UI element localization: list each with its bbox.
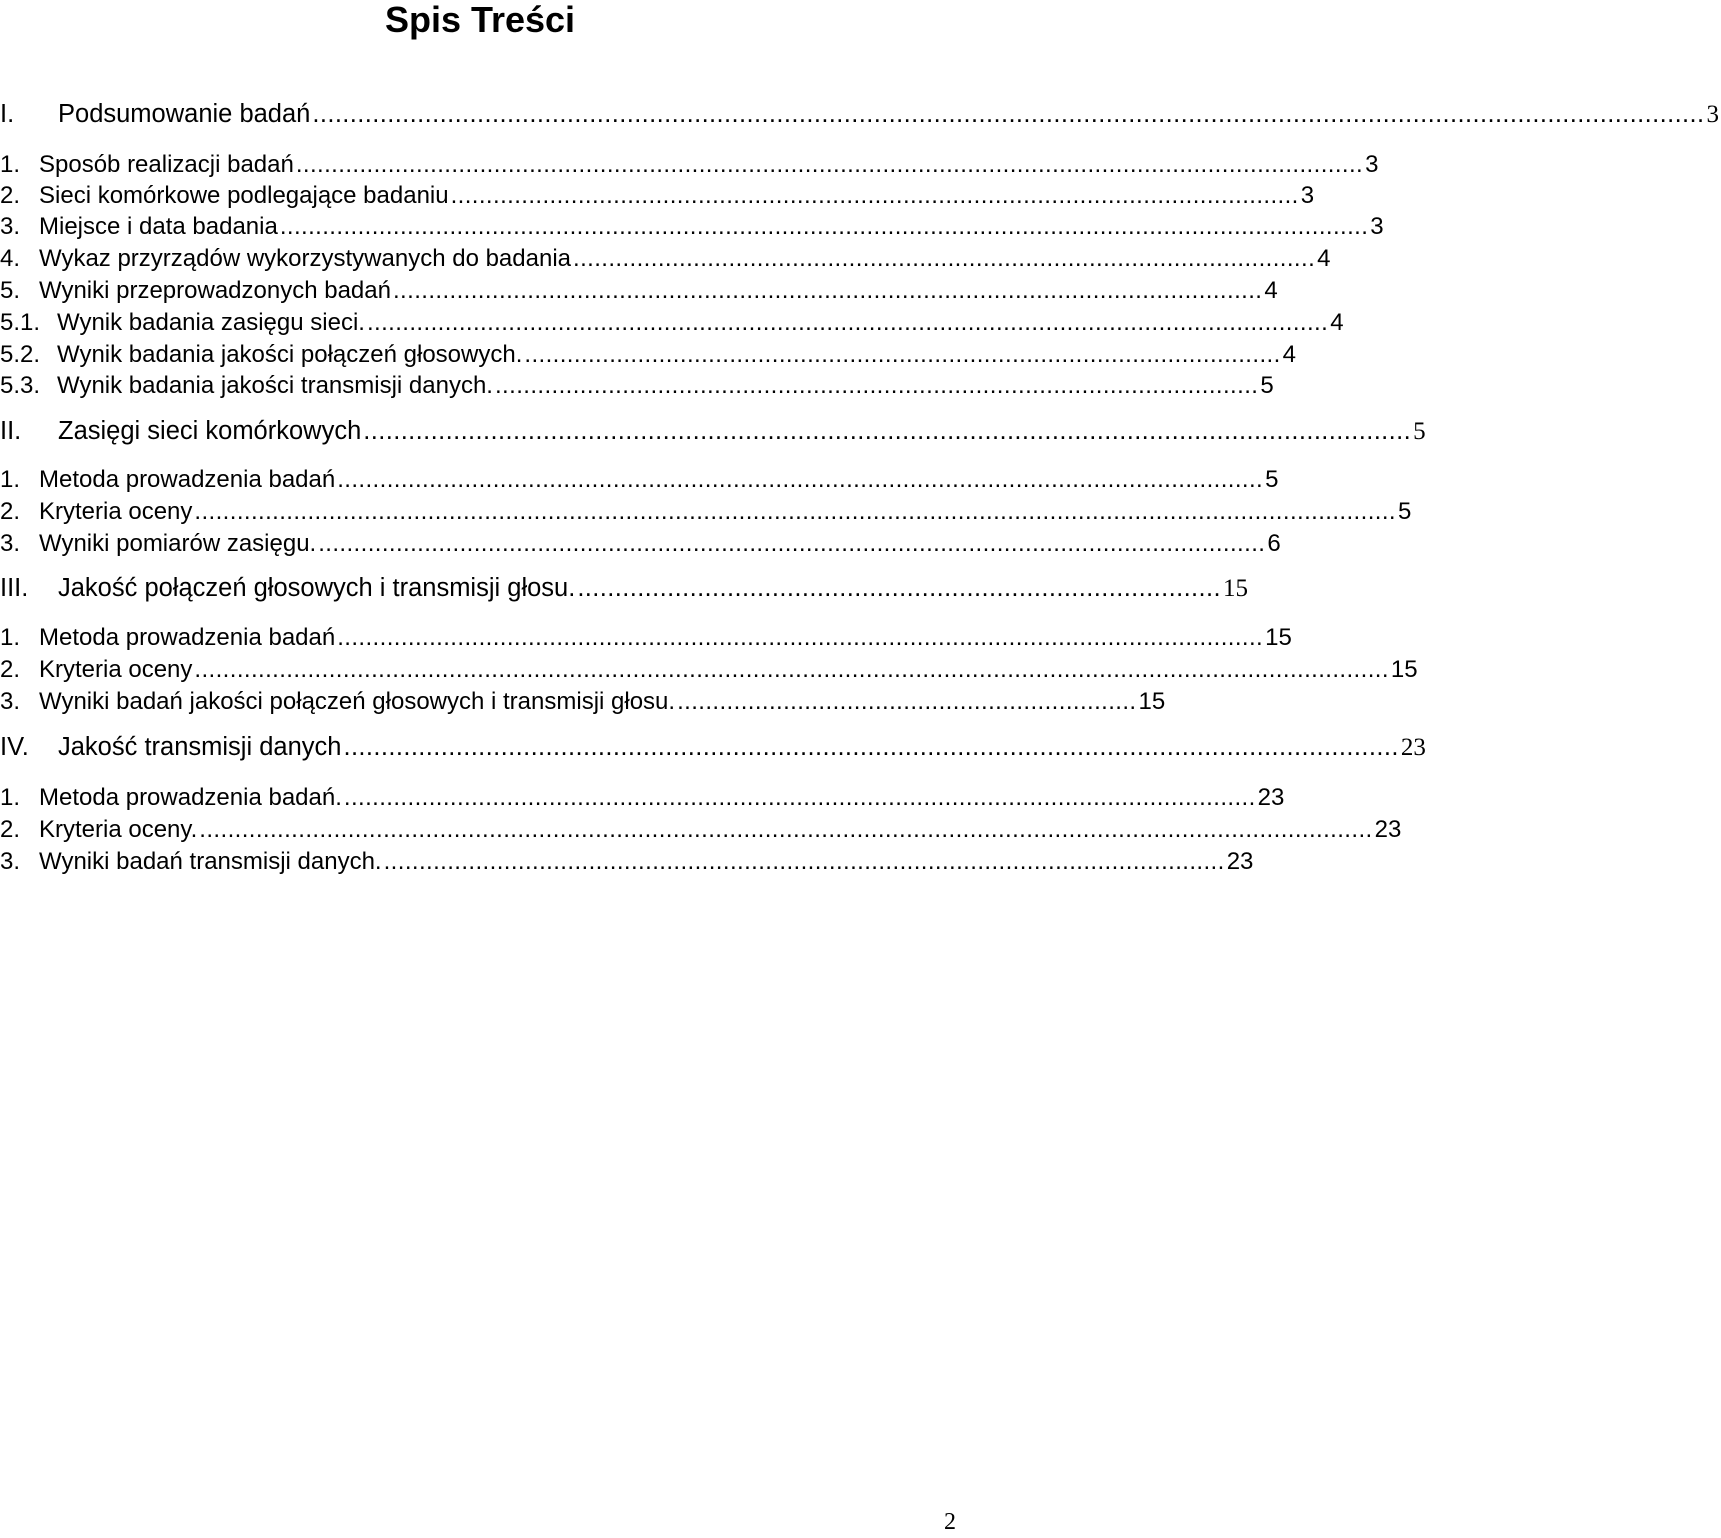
toc-entry-number: I. <box>0 100 15 128</box>
toc-entry-page: 5 <box>1265 466 1279 493</box>
toc-entry-page: 15 <box>1390 656 1418 683</box>
toc-entry-title: Miejsce i data badania <box>39 213 278 240</box>
toc-entry-title: Metoda prowadzenia badań <box>39 466 336 493</box>
toc-entry[interactable] <box>0 97 1720 129</box>
toc-entry-page: 5 <box>1260 372 1274 399</box>
toc-entry-title: Jakość połączeń głosowych i transmisji głosu. <box>58 574 576 602</box>
toc-entry-number: 5. <box>0 277 21 304</box>
toc-entry-title: Wynik badania jakości połączeń głosowych. <box>57 341 523 368</box>
toc-entry[interactable] <box>0 414 1426 446</box>
toc-entry[interactable] <box>0 730 1426 762</box>
toc-entry-title: Wyniki pomiarów zasięgu. <box>39 530 317 557</box>
toc-entry-leader: ...................................................................................................................................... <box>318 530 1266 557</box>
toc-entry-number: 3. <box>0 848 21 875</box>
toc-entry-leader: ............................................................................................................................................. <box>343 733 1399 761</box>
toc-entry-leader: ................................................................. <box>677 688 1137 715</box>
toc-entry[interactable] <box>0 307 1344 337</box>
toc-entry-page: 15 <box>1138 688 1166 715</box>
toc-entry[interactable] <box>0 686 1166 716</box>
page-number: 2 <box>944 1509 956 1535</box>
toc-entry[interactable] <box>0 814 1402 844</box>
toc-entry-number: 3. <box>0 213 21 240</box>
toc-entry-number: 1. <box>0 466 21 493</box>
toc-entry-title: Metoda prowadzenia badań. <box>39 784 342 811</box>
toc-entry-page: 23 <box>1226 848 1254 875</box>
toc-entry-leader: ................................................................................................................................... <box>337 466 1264 493</box>
toc-entry-leader: .......................................................................................................................................................................................... <box>312 100 1705 128</box>
toc-entry-number: 1. <box>0 151 21 178</box>
toc-entry[interactable] <box>0 782 1285 812</box>
toc-entry[interactable] <box>0 243 1331 273</box>
toc-entry-page: 4 <box>1317 245 1331 272</box>
toc-entry-title: Metoda prowadzenia badań <box>39 624 336 651</box>
toc-entry-title: Sieci komórkowe podlegające badaniu <box>39 182 449 209</box>
toc-entry-page: 6 <box>1267 530 1281 557</box>
toc-entry[interactable] <box>0 622 1292 652</box>
toc-entry-leader: ....................................................................................................................... <box>383 848 1225 875</box>
toc-entry-page: 4 <box>1264 277 1278 304</box>
toc-entry-leader: ......................................................................................................................................................................... <box>194 656 1389 683</box>
toc-entry-leader: ................................................................................................................................. <box>343 784 1256 811</box>
toc-entry-leader: ...................................................................................... <box>577 574 1221 602</box>
toc-entry-title: Wynik badania zasięgu sieci. <box>57 309 365 336</box>
toc-entry-number: 4. <box>0 245 21 272</box>
toc-entry[interactable] <box>0 149 1379 179</box>
toc-entry-leader: ......................................................................................................... <box>573 245 1316 272</box>
toc-entry-leader: ...................................................................................................................................................................... <box>199 816 1373 843</box>
toc-entry[interactable] <box>0 846 1254 876</box>
toc-entry-leader: ........................................................................................................................ <box>450 182 1299 209</box>
toc-entry[interactable] <box>0 275 1278 305</box>
toc-entry-page: 15 <box>1223 575 1248 602</box>
toc-entry[interactable] <box>0 464 1279 494</box>
toc-entry-page: 4 <box>1330 309 1344 336</box>
toc-entry-title: Jakość transmisji danych <box>58 733 342 761</box>
toc-entry-number: 5.2. <box>0 341 41 368</box>
toc-entry-title: Podsumowanie badań <box>58 100 311 128</box>
toc-entry-number: IV. <box>0 733 29 761</box>
toc-entry-number: 2. <box>0 816 21 843</box>
toc-entry-number: II. <box>0 417 22 445</box>
toc-entry[interactable] <box>0 370 1274 400</box>
toc-entry-title: Kryteria oceny. <box>39 816 198 843</box>
toc-entry-page: 5 <box>1413 418 1426 445</box>
toc-entry-number: III. <box>0 574 29 602</box>
toc-entry-leader: ............................................................................................................................................ <box>363 417 1412 445</box>
toc-entry-page: 3 <box>1370 213 1384 240</box>
toc-entry-number: 5.1. <box>0 309 41 336</box>
toc-entry-title: Wykaz przyrządów wykorzystywanych do badania <box>39 245 571 272</box>
toc-entry-title: Wyniki przeprowadzonych badań <box>39 277 391 304</box>
toc-entry-number: 3. <box>0 688 21 715</box>
toc-entry-leader: ............................................................................................................ <box>494 372 1259 399</box>
toc-entry-page: 23 <box>1257 784 1285 811</box>
toc-entry-title: Wyniki badań jakości połączeń głosowych i transmisji głosu. <box>39 688 676 715</box>
toc-entry-page: 5 <box>1397 498 1412 525</box>
toc-entry-page: 15 <box>1265 624 1292 651</box>
toc-entry-title: Wynik badania jakości transmisji danych. <box>57 372 493 399</box>
toc-entry-leader: ................................................................................................................................... <box>337 624 1264 651</box>
toc-entry-page: 3 <box>1300 182 1315 209</box>
toc-entry-page: 3 <box>1365 151 1379 178</box>
toc-entry-number: 2. <box>0 656 21 683</box>
page-title: Spis Treści <box>384 0 576 40</box>
toc-entry-title: Kryteria oceny <box>39 498 193 525</box>
toc-entry-leader: ........................................................................................................................................ <box>366 309 1329 336</box>
toc-entry-number: 3. <box>0 530 21 557</box>
toc-entry-page: 23 <box>1374 816 1402 843</box>
toc-entry[interactable] <box>0 654 1418 684</box>
toc-entry-page: 3 <box>1706 101 1720 128</box>
toc-entry[interactable] <box>0 528 1281 558</box>
toc-entry-page: 4 <box>1282 341 1297 368</box>
toc-entry[interactable] <box>0 211 1384 241</box>
toc-entry-title: Kryteria oceny <box>39 656 193 683</box>
toc-entry-title: Wyniki badań transmisji danych. <box>39 848 382 875</box>
toc-entry[interactable] <box>0 571 1248 603</box>
toc-entry[interactable] <box>0 496 1412 526</box>
toc-entry[interactable] <box>0 180 1315 210</box>
toc-entry-number: 5.3. <box>0 372 41 399</box>
toc-entry-leader: ........................................................................................................... <box>524 341 1281 368</box>
toc-entry[interactable] <box>0 339 1297 369</box>
toc-entry-number: 2. <box>0 182 21 209</box>
toc-entry-title: Sposób realizacji badań <box>39 151 294 178</box>
toc-entry-number: 1. <box>0 784 21 811</box>
toc-entry-leader: ........................................................................................................................... <box>392 277 1263 304</box>
toc-entry-number: 2. <box>0 498 21 525</box>
toc-entry-number: 1. <box>0 624 21 651</box>
toc-entry-leader: .......................................................................................................................................................... <box>279 213 1369 240</box>
toc-entry-leader: .......................................................................................................................................................................... <box>194 498 1396 525</box>
toc-entry-page: 23 <box>1400 734 1426 761</box>
toc-entry-leader: ....................................................................................................................................................... <box>295 151 1364 178</box>
toc-entry-title: Zasięgi sieci komórkowych <box>58 417 362 445</box>
